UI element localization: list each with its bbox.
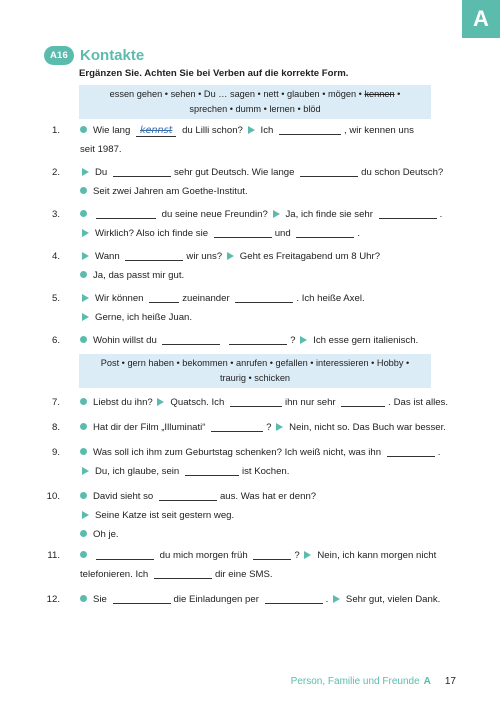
text: Was soll ich ihm zum Geburtstag schenken? Ich weiß nicht, was ihn (93, 447, 382, 458)
unit-heading (44, 46, 144, 65)
text: Hat dir der Film „Illuminati“ (93, 422, 206, 433)
text: wir uns? (186, 251, 223, 262)
speaker-b-triangle-icon (82, 229, 89, 237)
answer-blank[interactable] (235, 292, 293, 303)
unit-title: Kontakte (80, 47, 145, 64)
exercise-number: 12. (46, 594, 60, 605)
answer-blank[interactable] (341, 396, 385, 407)
text: du Lilli schon? (182, 125, 243, 136)
answer-blank[interactable] (229, 334, 287, 345)
word-box-line: traurig • schicken (219, 373, 291, 383)
speaker-b-triangle-icon (157, 398, 164, 406)
answer-blank[interactable] (125, 250, 183, 261)
exercise-line (80, 590, 440, 609)
exercise-line (80, 506, 234, 525)
exercise-number: 3. (51, 209, 60, 220)
exercise-line: seit 1987. (80, 144, 122, 155)
exercise-line (80, 289, 365, 308)
answer-blank[interactable] (113, 593, 171, 604)
word-list-sep: • (394, 89, 401, 99)
text: zueinander (182, 293, 230, 304)
speaker-b-triangle-icon (333, 595, 340, 603)
word-list: essen gehen • sehen • Du … sagen • nett • glauben • mögen • (109, 89, 362, 99)
speaker-b-triangle-icon (82, 294, 89, 302)
text: . (325, 594, 329, 605)
chapter-letter: A (423, 676, 431, 687)
exercise-number: 4. (51, 251, 60, 262)
text: David sieht so (93, 491, 154, 502)
speaker-b-triangle-icon (248, 126, 255, 134)
exercise-number: 8. (51, 422, 60, 433)
word-box-1 (79, 85, 431, 119)
speaker-a-dot-icon (80, 187, 87, 194)
text: Oh je. (93, 529, 119, 540)
answer-blank[interactable] (211, 421, 263, 432)
text: und (274, 228, 291, 239)
text: sehr gut Deutsch. Wie lange (173, 167, 295, 178)
answer-blank[interactable] (279, 124, 341, 135)
text: Liebst du ihn? (93, 397, 153, 408)
text: Wann (95, 251, 120, 262)
exercise-line (80, 443, 440, 462)
text: Wirklich? Also ich finde sie (95, 228, 209, 239)
text: Nein, nicht so. Das Buch war besser. (289, 422, 446, 433)
exercise-line (80, 224, 360, 243)
text: Gerne, ich heiße Juan. (95, 312, 193, 323)
answer-blank[interactable] (159, 490, 217, 501)
exercise-line (80, 525, 119, 544)
text: . (439, 209, 443, 220)
exercise-number: 5. (51, 293, 60, 304)
struck-word: kennen (364, 89, 395, 99)
speaker-a-dot-icon (80, 423, 87, 430)
text: ist Kochen. (241, 466, 290, 477)
speaker-a-dot-icon (80, 551, 87, 558)
speaker-b-triangle-icon (82, 313, 89, 321)
word-box-line: Post • gern haben • bekommen • anrufen • gefallen • interessieren • Hobby • (100, 358, 410, 368)
section-tab: A (462, 0, 500, 38)
text: Sehr gut, vielen Dank. (345, 594, 441, 605)
answer-blank[interactable] (265, 593, 323, 604)
exercise-line (80, 308, 192, 327)
word-box-2 (79, 354, 431, 388)
answer-blank[interactable] (149, 292, 179, 303)
text: Ich esse gern italienisch. (313, 335, 419, 346)
handwritten-answer: kennst (136, 125, 176, 137)
text: ihn nur sehr (284, 397, 336, 408)
answer-blank[interactable] (379, 208, 437, 219)
text: die Einladungen per (173, 594, 259, 605)
exercise-line (80, 163, 443, 182)
text: , wir kennen uns (344, 125, 414, 136)
text: du seine neue Freundin? (161, 209, 268, 220)
speaker-b-triangle-icon (82, 168, 89, 176)
exercise-line (80, 266, 184, 285)
answer-blank[interactable] (387, 446, 435, 457)
word-box-line (85, 87, 425, 102)
answer-blank[interactable] (230, 396, 282, 407)
exercise-line (80, 418, 446, 437)
text: Sie (93, 594, 107, 605)
text: Wohin willst du (93, 335, 157, 346)
speaker-a-dot-icon (80, 210, 87, 217)
speaker-a-dot-icon (80, 398, 87, 405)
exercise-line (80, 546, 436, 565)
word-box-line: sprechen • dumm • lernen • blöd (189, 104, 321, 114)
exercise-line (80, 331, 418, 350)
text: aus. Was hat er denn? (219, 491, 317, 502)
text: Wir können (95, 293, 144, 304)
answer-blank[interactable] (185, 465, 239, 476)
text: . (437, 447, 441, 458)
exercise-line (80, 121, 414, 140)
text: Wie lang (93, 125, 131, 136)
exercise-number: 7. (51, 397, 60, 408)
text: Geht es Freitagabend um 8 Uhr? (239, 251, 381, 262)
speaker-b-triangle-icon (82, 467, 89, 475)
speaker-b-triangle-icon (82, 511, 89, 519)
text: du mich morgen früh (159, 550, 248, 561)
speaker-a-dot-icon (80, 492, 87, 499)
exercise-line (80, 182, 248, 201)
unit-badge: A16 (44, 46, 74, 65)
exercise-line (80, 247, 380, 266)
speaker-b-triangle-icon (304, 551, 311, 559)
text: . Das ist alles. (388, 397, 449, 408)
exercise-line (80, 565, 273, 584)
speaker-a-dot-icon (80, 530, 87, 537)
page-number: 17 (444, 676, 456, 687)
text: Du (95, 167, 108, 178)
instruction-text: Ergänzen Sie. Achten Sie bei Verben auf die korrekte Form. (79, 68, 349, 79)
speaker-a-dot-icon (80, 595, 87, 602)
exercise-number: 9. (51, 447, 60, 458)
text: Quatsch. Ich (170, 397, 225, 408)
speaker-a-dot-icon (80, 448, 87, 455)
answer-blank[interactable] (113, 166, 171, 177)
text: du schon Deutsch? (361, 167, 444, 178)
speaker-a-dot-icon (80, 271, 87, 278)
text: Seit zwei Jahren am Goethe-Institut. (93, 186, 248, 197)
answer-blank[interactable] (154, 568, 212, 579)
text: Ja, das passt mir gut. (93, 270, 185, 281)
exercise-line (80, 487, 316, 506)
answer-blank[interactable] (162, 334, 220, 345)
speaker-b-triangle-icon (300, 336, 307, 344)
speaker-a-dot-icon (80, 126, 87, 133)
exercise-line (80, 205, 442, 224)
text: ? (290, 335, 296, 346)
text: ? (266, 422, 272, 433)
exercise-number: 2. (51, 167, 60, 178)
speaker-b-triangle-icon (227, 252, 234, 260)
text: ? (294, 550, 300, 561)
exercise-number: 11. (47, 550, 60, 561)
exercise-number: 1. (51, 125, 60, 136)
text: . (357, 228, 361, 239)
exercise-line (80, 462, 289, 481)
speaker-b-triangle-icon (82, 252, 89, 260)
answer-blank[interactable] (253, 549, 291, 560)
answer-blank[interactable] (96, 208, 156, 219)
exercise-line (80, 393, 448, 412)
speaker-a-dot-icon (80, 336, 87, 343)
text: Ja, ich finde sie sehr (285, 209, 373, 220)
text: Ich (260, 125, 274, 136)
answer-blank[interactable] (296, 227, 354, 238)
answer-blank[interactable] (96, 549, 154, 560)
exercise-number: 10. (46, 491, 60, 502)
page-footer (291, 676, 456, 687)
speaker-b-triangle-icon (276, 423, 283, 431)
text: . Ich heiße Axel. (296, 293, 365, 304)
text: dir eine SMS. (214, 569, 273, 580)
answer-blank[interactable] (214, 227, 272, 238)
text: Du, ich glaube, sein (95, 466, 180, 477)
chapter-title: Person, Familie und Freunde (290, 676, 420, 687)
text: telefonieren. Ich (80, 569, 149, 580)
text: Seine Katze ist seit gestern weg. (95, 510, 235, 521)
exercise-number: 6. (51, 335, 60, 346)
speaker-b-triangle-icon (273, 210, 280, 218)
text: Nein, ich kann morgen nicht (317, 550, 437, 561)
answer-blank[interactable] (300, 166, 358, 177)
